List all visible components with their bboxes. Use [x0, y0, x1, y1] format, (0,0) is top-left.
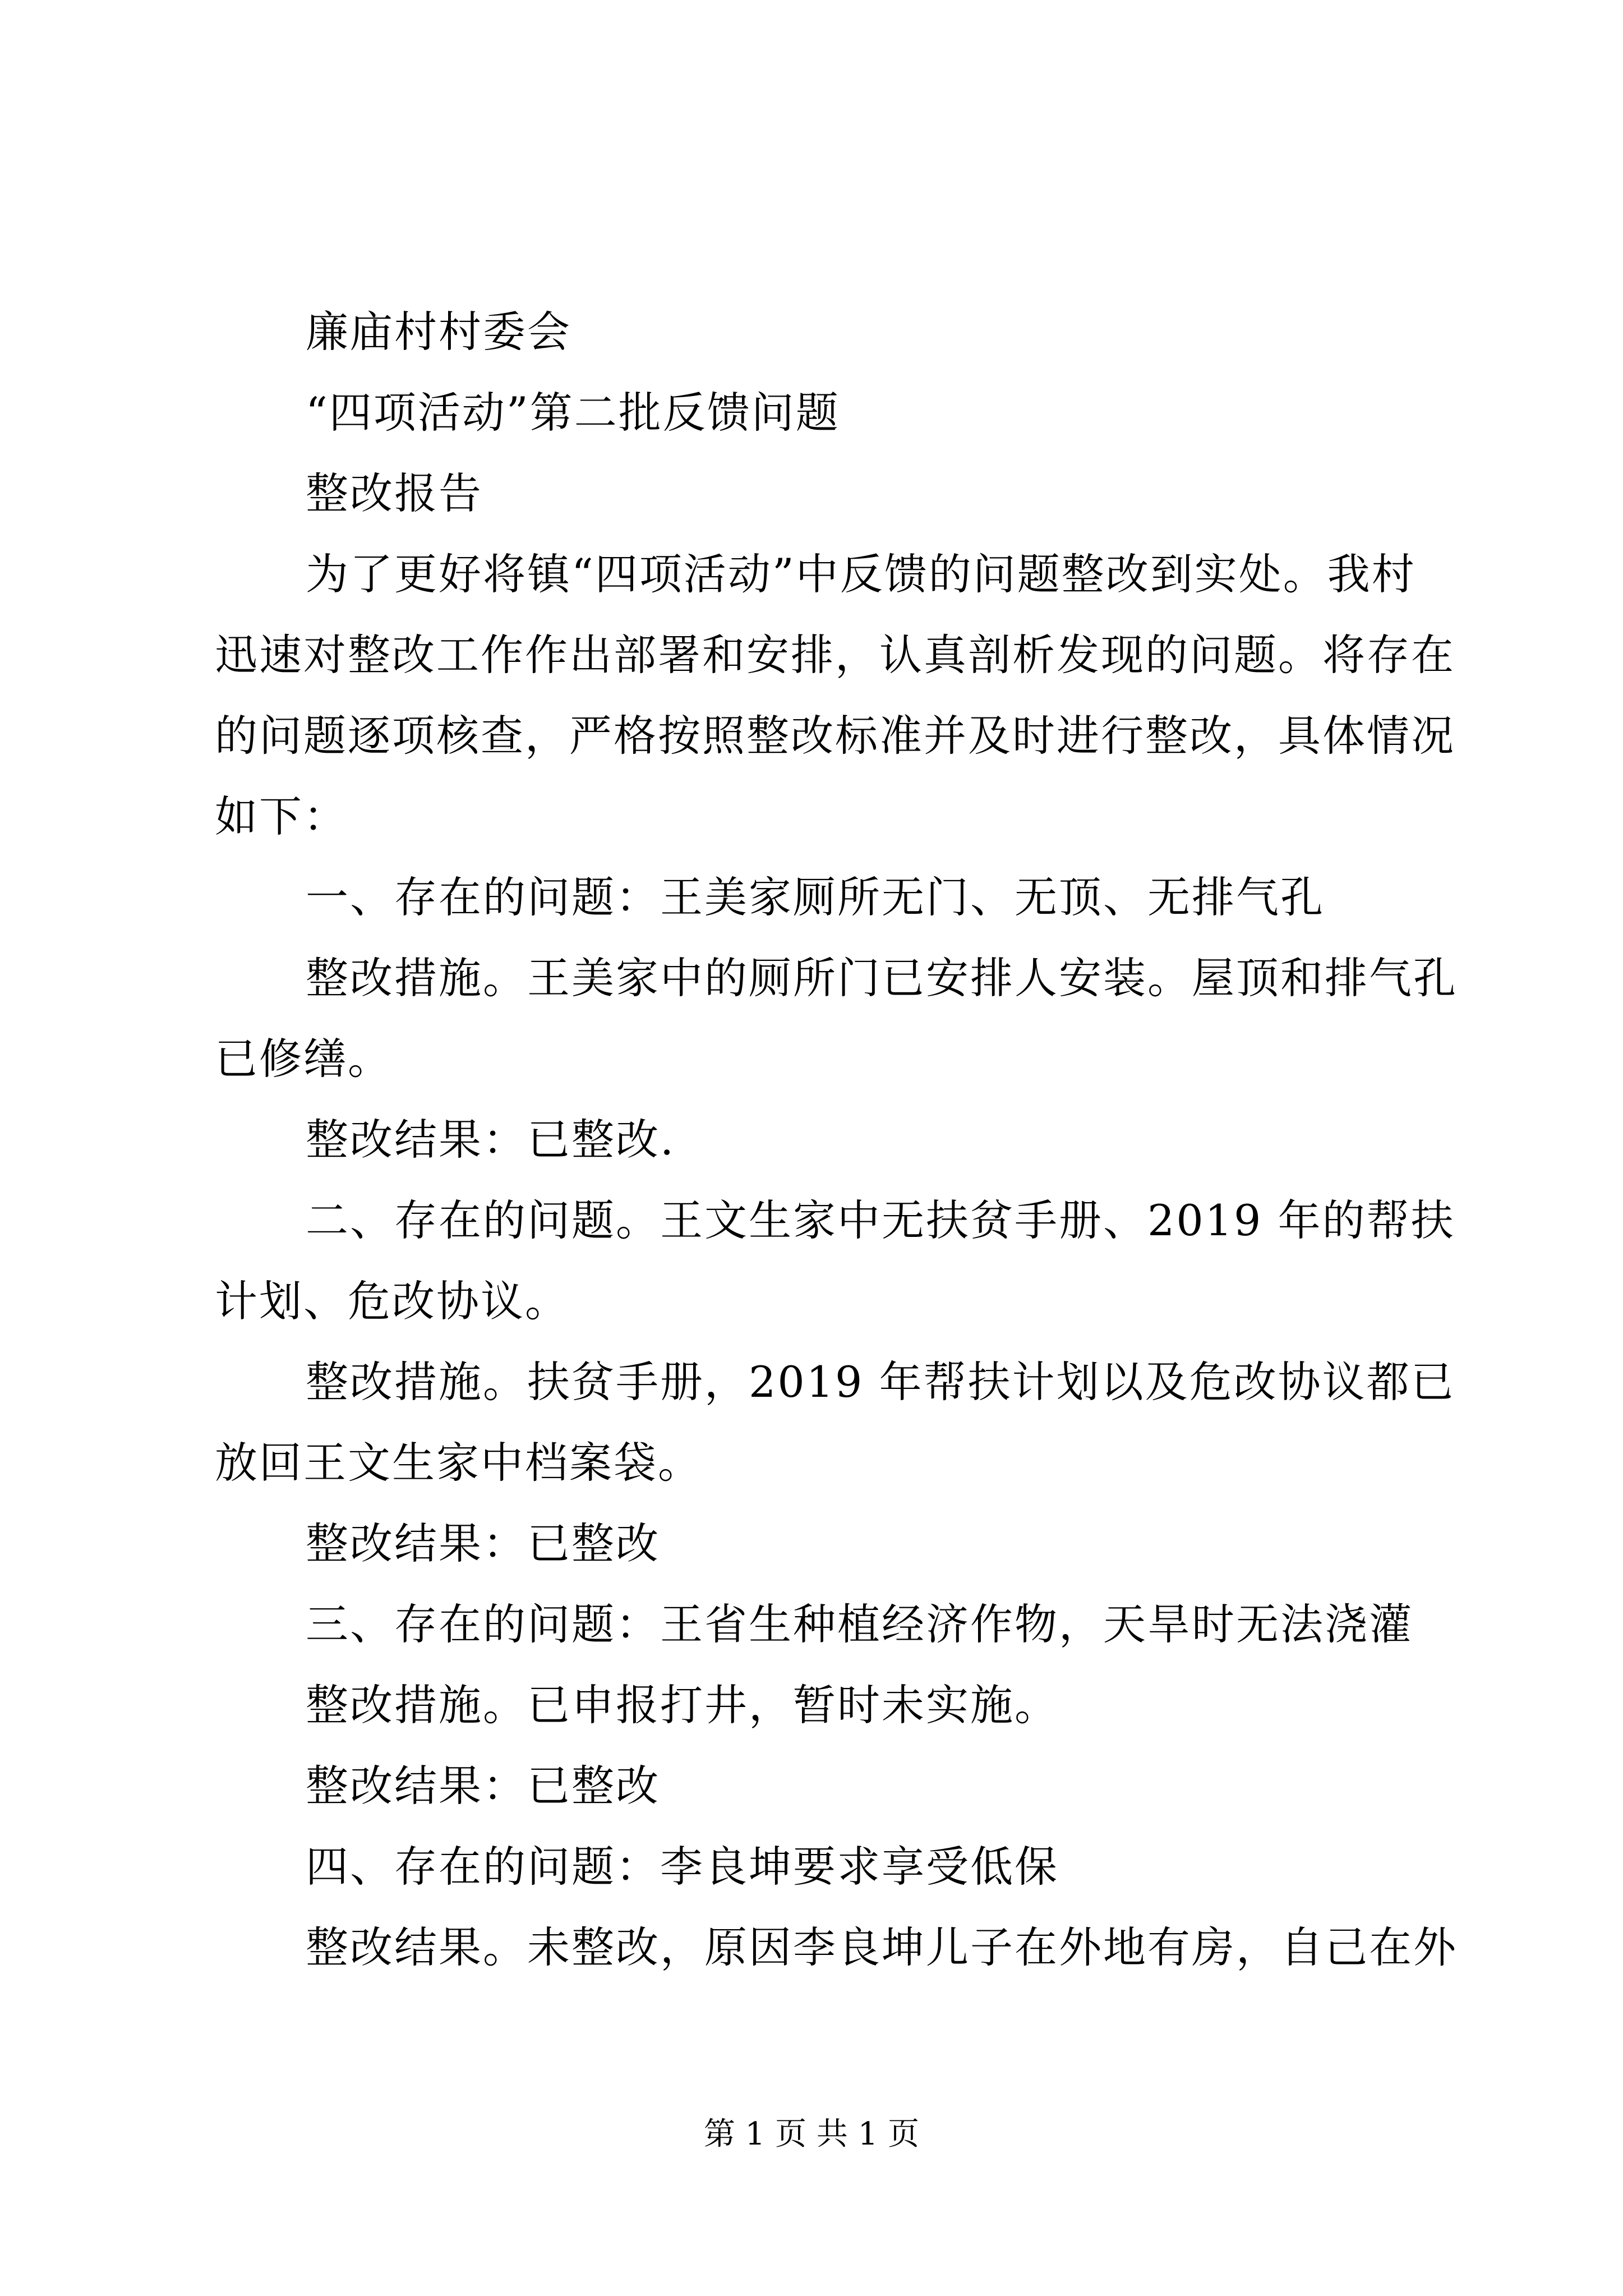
measure-line: 已修缮。 — [215, 1034, 392, 1084]
result-line: 整改结果。未整改，原因李良坤儿子在外地有房，自己在外 — [306, 1922, 1458, 1972]
org-name-line: 廉庙村村委会 — [306, 307, 571, 357]
measure-line: 整改措施。王美家中的厕所门已安排人安装。屋顶和排气孔 — [306, 953, 1458, 1003]
issue-heading-3: 三、存在的问题：王省生种植经济作物，天旱时无法浇灌 — [306, 1599, 1413, 1649]
issue-line: 计划、危改协议。 — [215, 1276, 569, 1326]
document-body — [215, 292, 1458, 1988]
issue-heading-1: 一、存在的问题：王美家厕所无门、无顶、无排气孔 — [306, 872, 1325, 922]
paragraph-line: 迅速对整改工作作出部署和安排，认真剖析发现的问题。将存在 — [215, 630, 1455, 680]
issue-heading-4: 四、存在的问题：李良坤要求享受低保 — [306, 1842, 1059, 1892]
result-line: 整改结果：已整改 — [306, 1519, 660, 1568]
paragraph-line: 为了更好将镇“四项活动”中反馈的问题整改到实处。我村 — [306, 549, 1416, 599]
measure-line: 放回王文生家中档案袋。 — [215, 1438, 702, 1488]
issue-heading-2: 二、存在的问题。王文生家中无扶贫手册、2019 年的帮扶 — [306, 1195, 1455, 1245]
paragraph-line: 如下： — [215, 792, 348, 841]
page-footer: 第 1 页 共 1 页 — [703, 2116, 920, 2152]
result-line: 整改结果：已整改 — [306, 1761, 660, 1811]
paragraph-line: 的问题逐项核查，严格按照整改标准并及时进行整改，具体情况 — [215, 711, 1455, 761]
measure-line: 整改措施。扶贫手册，2019 年帮扶计划以及危改协议都已 — [306, 1357, 1455, 1407]
title-line-1: “四项活动”第二批反馈问题 — [306, 388, 840, 438]
measure-line: 整改措施。已申报打井，暂时未实施。 — [306, 1680, 1059, 1730]
title-line-2: 整改报告 — [306, 468, 483, 518]
result-line: 整改结果：已整改. — [306, 1115, 676, 1165]
